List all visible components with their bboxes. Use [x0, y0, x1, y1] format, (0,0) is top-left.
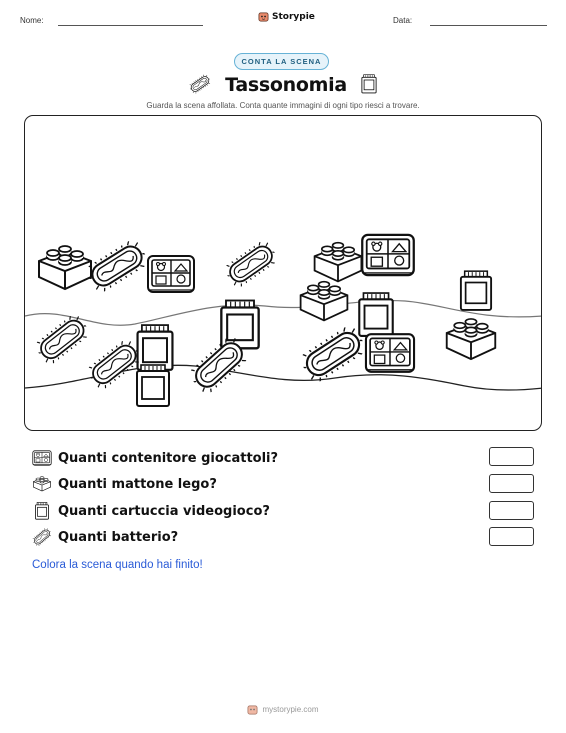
toy-box [362, 235, 414, 275]
toy-box [366, 334, 414, 372]
question-text: Quanti batterio? [58, 529, 179, 545]
lego-brick [39, 246, 91, 289]
date-label: Data: [393, 16, 413, 25]
bacterium-icon [186, 70, 214, 97]
lego-brick [315, 243, 362, 282]
title-text: Tassonomia [225, 74, 347, 96]
game-cartridge [137, 365, 169, 406]
question-text: Quanti contenitore giocattoli? [58, 450, 279, 466]
bacterium [82, 236, 152, 296]
question-text: Quanti cartuccia videogioco? [58, 503, 270, 519]
brand-name: Storypie [272, 11, 315, 22]
answer-box-3[interactable] [489, 501, 534, 520]
answer-box-2[interactable] [489, 474, 534, 493]
game-cartridge [221, 301, 258, 349]
bacterium-icon [29, 524, 56, 551]
footer-url[interactable]: mystorypie.com [262, 705, 319, 714]
answer-box-1[interactable] [489, 447, 534, 466]
game-cartridge-icon [32, 502, 52, 520]
lego-brick [447, 319, 496, 359]
game-cartridge [461, 271, 491, 310]
name-line[interactable] [58, 25, 203, 26]
scene-illustration [24, 115, 542, 431]
color-instruction: Colora la scena quando hai finito! [32, 559, 203, 571]
storypie-logo-icon [258, 11, 269, 22]
game-cartridge [359, 293, 392, 336]
toy-box-icon [32, 449, 52, 467]
bacterium [221, 237, 281, 291]
question-4 [32, 528, 178, 546]
game-cartridge [138, 325, 173, 370]
activity-badge: CONTA LA SCENA [234, 53, 329, 70]
bacterium [83, 336, 145, 393]
name-label: Nome: [20, 16, 44, 25]
storypie-logo-icon [247, 704, 258, 715]
date-line[interactable] [430, 25, 547, 26]
question-2 [32, 475, 217, 493]
page-title [0, 74, 566, 96]
footer [0, 704, 566, 715]
game-cartridge-icon [361, 74, 377, 94]
toy-box [148, 256, 194, 292]
instructions: Guarda la scena affollata. Conta quante immagini di ogni tipo riesci a trovare. [146, 101, 420, 110]
answer-box-4[interactable] [489, 527, 534, 546]
question-1 [32, 449, 278, 467]
question-3 [32, 502, 270, 520]
question-text: Quanti mattone lego? [58, 476, 217, 492]
lego-brick-icon [32, 475, 52, 493]
scene-drawing [25, 116, 542, 431]
brand-logo [258, 11, 315, 22]
lego-brick [301, 282, 348, 321]
